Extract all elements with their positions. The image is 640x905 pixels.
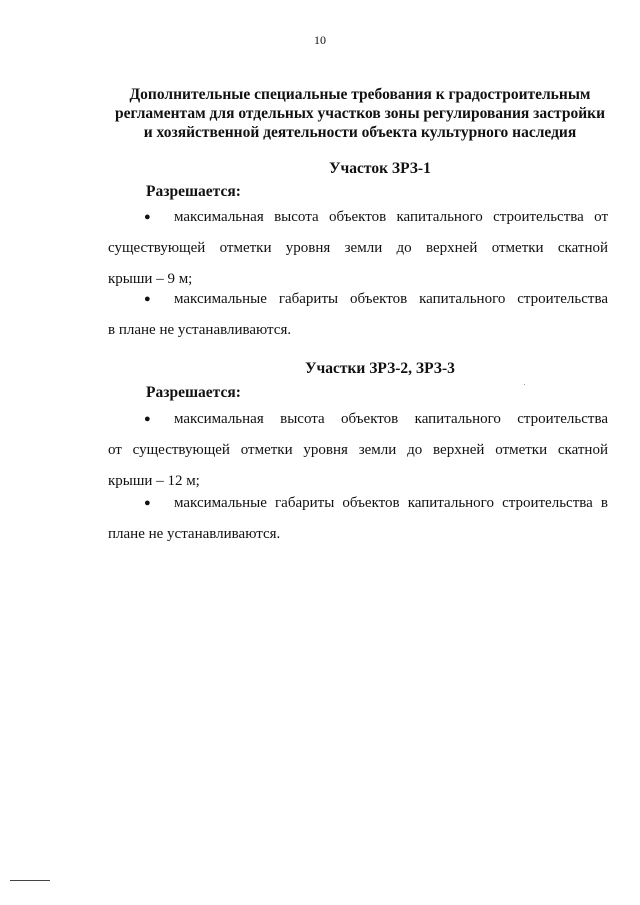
section-heading-zrz-1: Участок ЗРЗ-1 — [329, 160, 431, 177]
list-item — [108, 488, 608, 550]
list-item-text: крыши – 12 м; — [108, 473, 200, 489]
scan-speck — [524, 384, 525, 385]
list-item-text: существующей отметки уровня земли до верхней отметки скатной — [108, 240, 608, 256]
bullet-icon: ● — [144, 497, 151, 509]
list-item-text: максимальные габариты объектов капитального строительства — [174, 291, 608, 307]
section-heading-zrz-2-3: Участки ЗРЗ-2, ЗРЗ-3 — [305, 360, 455, 377]
list-item — [108, 404, 608, 497]
list-item-text: от существующей отметки уровня земли до верхней отметки скатной — [108, 442, 608, 458]
title-line: регламентам для отдельных участков зоны регулирования застройки — [114, 105, 606, 122]
list-item-text: максимальная высота объектов капитального строительства от — [174, 209, 608, 225]
list-item-text: максимальные габариты объектов капитального строительства в — [174, 495, 608, 511]
page-number: 10 — [314, 33, 326, 47]
list-item — [108, 284, 608, 346]
title-line: Дополнительные специальные требования к градостроительным — [129, 86, 591, 103]
document-title — [100, 85, 620, 142]
title-line: и хозяйственной деятельности объекта культурного наследия — [143, 124, 577, 141]
list-item-text: в плане не устанавливаются. — [108, 322, 292, 338]
list-item-text: крыши – 9 м; — [108, 271, 193, 287]
list-item — [108, 202, 608, 295]
list-item-text: плане не устанавливаются. — [108, 526, 281, 542]
bullet-icon: ● — [144, 211, 151, 223]
allowed-label: Разрешается: — [146, 384, 241, 401]
bullet-icon: ● — [144, 293, 151, 305]
list-item-text: максимальная высота объектов капитального строительства — [174, 411, 608, 427]
footnote-rule — [10, 880, 50, 881]
bullet-icon: ● — [144, 413, 151, 425]
allowed-label: Разрешается: — [146, 183, 241, 200]
